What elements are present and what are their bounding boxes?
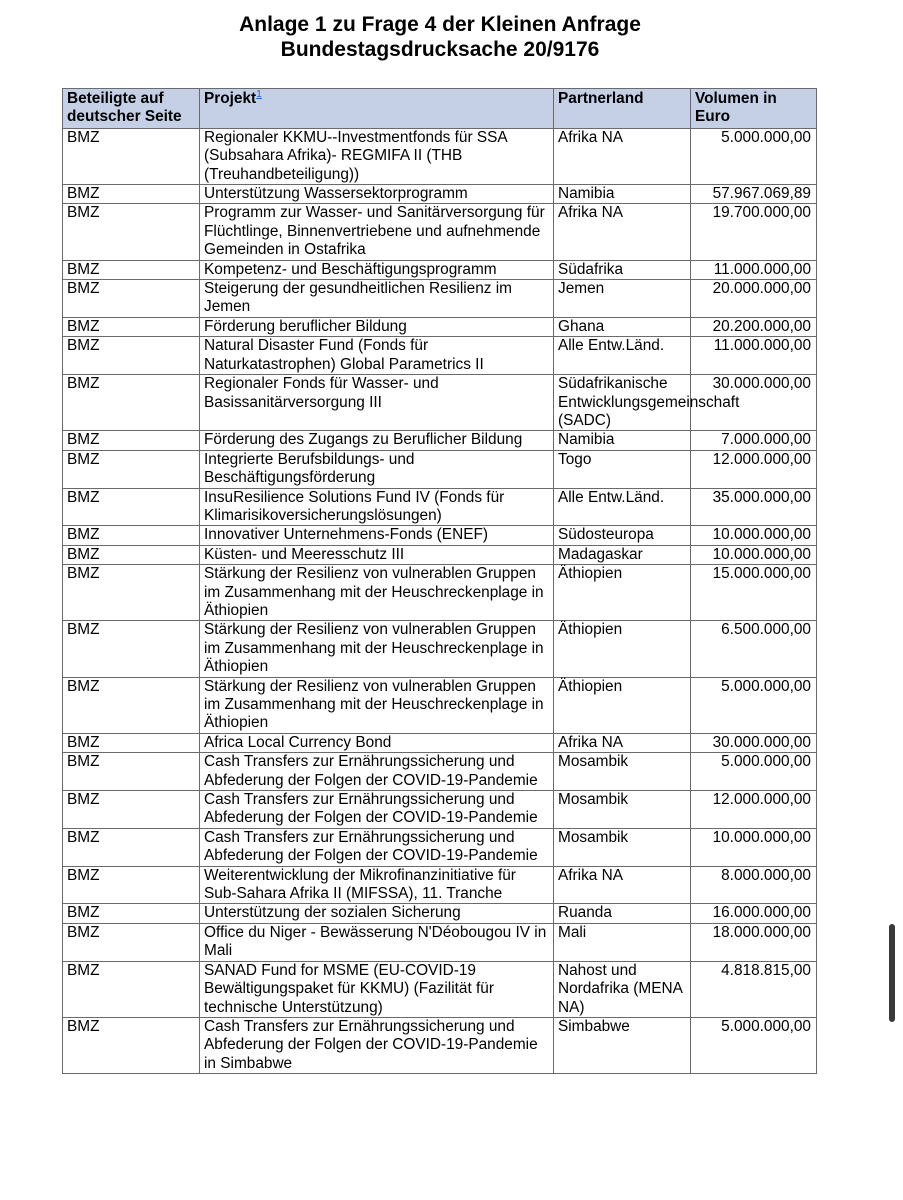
table-row xyxy=(63,431,817,450)
cell-volumen: 8.000.000,00 xyxy=(691,866,817,904)
cell-partnerland: Ruanda xyxy=(554,904,691,923)
cell-beteiligte: BMZ xyxy=(63,317,200,336)
cell-partnerland: Mali xyxy=(554,923,691,961)
cell-partnerland: Südafrika xyxy=(554,260,691,279)
cell-beteiligte: BMZ xyxy=(63,260,200,279)
table-row xyxy=(63,317,817,336)
cell-partnerland: Mosambik xyxy=(554,791,691,829)
cell-beteiligte: BMZ xyxy=(63,904,200,923)
header-projekt xyxy=(200,89,554,129)
cell-projekt: Stärkung der Resilienz von vulnerablen Gruppen im Zusammenhang mit der Heuschreckenplage in Äthiopien xyxy=(200,677,554,733)
table-row xyxy=(63,185,817,204)
table-row xyxy=(63,337,817,375)
cell-partnerland: Mosambik xyxy=(554,828,691,866)
cell-projekt: Innovativer Unternehmens-Fonds (ENEF) xyxy=(200,526,554,545)
table-row xyxy=(63,526,817,545)
scrollbar-thumb[interactable] xyxy=(889,924,895,1022)
table-header-row xyxy=(63,89,817,129)
cell-projekt: Cash Transfers zur Ernährungssicherung und Abfederung der Folgen der COVID-19-Pandemie xyxy=(200,828,554,866)
cell-partnerland: Südafrikanische Entwicklungsgemeinschaft (SADC) xyxy=(554,375,691,431)
cell-projekt: Küsten- und Meeresschutz III xyxy=(200,545,554,564)
cell-beteiligte: BMZ xyxy=(63,961,200,1017)
cell-beteiligte: BMZ xyxy=(63,866,200,904)
footnote-link[interactable]: 1 xyxy=(256,88,262,100)
cell-volumen: 16.000.000,00 xyxy=(691,904,817,923)
cell-volumen: 10.000.000,00 xyxy=(691,828,817,866)
cell-partnerland: Afrika NA xyxy=(554,866,691,904)
table-row xyxy=(63,828,817,866)
table-row xyxy=(63,904,817,923)
cell-volumen: 5.000.000,00 xyxy=(691,753,817,791)
cell-partnerland: Simbabwe xyxy=(554,1017,691,1073)
cell-partnerland: Jemen xyxy=(554,280,691,318)
cell-partnerland: Togo xyxy=(554,450,691,488)
title-line-2: Bundestagsdrucksache 20/9176 xyxy=(280,38,600,61)
cell-beteiligte: BMZ xyxy=(63,450,200,488)
cell-projekt: Natural Disaster Fund (Fonds für Naturkatastrophen) Global Parametrics II xyxy=(200,337,554,375)
cell-partnerland: Afrika NA xyxy=(554,128,691,184)
cell-volumen: 11.000.000,00 xyxy=(691,260,817,279)
cell-volumen: 30.000.000,00 xyxy=(691,733,817,752)
cell-partnerland: Alle Entw.Länd. xyxy=(554,488,691,526)
table-row xyxy=(63,260,817,279)
table-row xyxy=(63,866,817,904)
cell-volumen: 5.000.000,00 xyxy=(691,677,817,733)
cell-beteiligte: BMZ xyxy=(63,375,200,431)
cell-partnerland: Äthiopien xyxy=(554,677,691,733)
cell-volumen: 35.000.000,00 xyxy=(691,488,817,526)
cell-beteiligte: BMZ xyxy=(63,1017,200,1073)
cell-volumen: 15.000.000,00 xyxy=(691,565,817,621)
cell-volumen: 7.000.000,00 xyxy=(691,431,817,450)
table-row xyxy=(63,753,817,791)
cell-volumen: 12.000.000,00 xyxy=(691,791,817,829)
table-row xyxy=(63,280,817,318)
cell-partnerland: Südosteuropa xyxy=(554,526,691,545)
table-row xyxy=(63,450,817,488)
cell-beteiligte: BMZ xyxy=(63,526,200,545)
table-row xyxy=(63,621,817,677)
header-projekt-label: Projekt xyxy=(204,90,257,107)
cell-volumen: 30.000.000,00 xyxy=(691,375,817,431)
table-row xyxy=(63,204,817,260)
cell-partnerland: Mosambik xyxy=(554,753,691,791)
cell-beteiligte: BMZ xyxy=(63,733,200,752)
cell-projekt: Steigerung der gesundheitlichen Resilienz im Jemen xyxy=(200,280,554,318)
cell-beteiligte: BMZ xyxy=(63,185,200,204)
cell-volumen: 19.700.000,00 xyxy=(691,204,817,260)
cell-partnerland: Namibia xyxy=(554,185,691,204)
cell-volumen: 4.818.815,00 xyxy=(691,961,817,1017)
cell-beteiligte: BMZ xyxy=(63,923,200,961)
cell-projekt: InsuResilience Solutions Fund IV (Fonds für Klimarisikoversicherungslösungen) xyxy=(200,488,554,526)
projects-table xyxy=(62,88,817,1074)
cell-beteiligte: BMZ xyxy=(63,337,200,375)
cell-volumen: 10.000.000,00 xyxy=(691,526,817,545)
table-row xyxy=(63,545,817,564)
cell-volumen: 57.967.069,89 xyxy=(691,185,817,204)
cell-volumen: 20.000.000,00 xyxy=(691,280,817,318)
cell-projekt: SANAD Fund for MSME (EU-COVID-19 Bewältigungspaket für KKMU) (Fazilität für technische Unterstützung) xyxy=(200,961,554,1017)
cell-beteiligte: BMZ xyxy=(63,280,200,318)
cell-beteiligte: BMZ xyxy=(63,545,200,564)
table-row xyxy=(63,791,817,829)
cell-projekt: Förderung beruflicher Bildung xyxy=(200,317,554,336)
cell-projekt: Cash Transfers zur Ernährungssicherung und Abfederung der Folgen der COVID-19-Pandemie xyxy=(200,791,554,829)
cell-beteiligte: BMZ xyxy=(63,791,200,829)
cell-projekt: Regionaler KKMU--Investmentfonds für SSA (Subsahara Afrika)- REGMIFA II (THB (Treuhandbeteiligung)) xyxy=(200,128,554,184)
cell-beteiligte: BMZ xyxy=(63,204,200,260)
cell-beteiligte: BMZ xyxy=(63,488,200,526)
cell-volumen: 10.000.000,00 xyxy=(691,545,817,564)
table-row xyxy=(63,1017,817,1073)
cell-partnerland: Afrika NA xyxy=(554,204,691,260)
table-row xyxy=(63,961,817,1017)
cell-volumen: 20.200.000,00 xyxy=(691,317,817,336)
cell-beteiligte: BMZ xyxy=(63,431,200,450)
cell-volumen: 12.000.000,00 xyxy=(691,450,817,488)
cell-projekt: Integrierte Berufsbildungs- und Beschäftigungsförderung xyxy=(200,450,554,488)
cell-projekt: Regionaler Fonds für Wasser- und Basissanitärversorgung III xyxy=(200,375,554,431)
cell-volumen: 11.000.000,00 xyxy=(691,337,817,375)
cell-volumen: 6.500.000,00 xyxy=(691,621,817,677)
cell-partnerland: Ghana xyxy=(554,317,691,336)
table-row xyxy=(63,733,817,752)
cell-beteiligte: BMZ xyxy=(63,677,200,733)
table-row xyxy=(63,128,817,184)
cell-beteiligte: BMZ xyxy=(63,753,200,791)
header-volumen: Volumen in Euro xyxy=(691,89,817,129)
page-title xyxy=(0,12,880,62)
table-row xyxy=(63,677,817,733)
cell-projekt: Förderung des Zugangs zu Beruflicher Bildung xyxy=(200,431,554,450)
header-beteiligte: Beteiligte auf deutscher Seite xyxy=(63,89,200,129)
cell-projekt: Programm zur Wasser- und Sanitärversorgung für Flüchtlinge, Binnenvertriebene und aufnehmende Gemeinden in Ostafrika xyxy=(200,204,554,260)
cell-beteiligte: BMZ xyxy=(63,128,200,184)
cell-partnerland: Afrika NA xyxy=(554,733,691,752)
cell-projekt: Cash Transfers zur Ernährungssicherung und Abfederung der Folgen der COVID-19-Pandemie in Simbabwe xyxy=(200,1017,554,1073)
table-row xyxy=(63,488,817,526)
cell-projekt: Stärkung der Resilienz von vulnerablen Gruppen im Zusammenhang mit der Heuschreckenplage in Äthiopien xyxy=(200,565,554,621)
header-partnerland: Partnerland xyxy=(554,89,691,129)
cell-partnerland: Äthiopien xyxy=(554,565,691,621)
table-row xyxy=(63,375,817,431)
cell-beteiligte: BMZ xyxy=(63,621,200,677)
cell-beteiligte: BMZ xyxy=(63,565,200,621)
cell-projekt: Unterstützung der sozialen Sicherung xyxy=(200,904,554,923)
table-row xyxy=(63,565,817,621)
cell-projekt: Kompetenz- und Beschäftigungsprogramm xyxy=(200,260,554,279)
cell-partnerland: Nahost und Nordafrika (MENA NA) xyxy=(554,961,691,1017)
table-row xyxy=(63,923,817,961)
cell-volumen: 18.000.000,00 xyxy=(691,923,817,961)
cell-projekt: Office du Niger - Bewässerung N'Déobougou IV in Mali xyxy=(200,923,554,961)
cell-partnerland: Alle Entw.Länd. xyxy=(554,337,691,375)
cell-volumen: 5.000.000,00 xyxy=(691,128,817,184)
cell-volumen: 5.000.000,00 xyxy=(691,1017,817,1073)
cell-partnerland: Namibia xyxy=(554,431,691,450)
cell-beteiligte: BMZ xyxy=(63,828,200,866)
cell-projekt: Africa Local Currency Bond xyxy=(200,733,554,752)
cell-partnerland: Madagaskar xyxy=(554,545,691,564)
cell-projekt: Cash Transfers zur Ernährungssicherung und Abfederung der Folgen der COVID-19-Pandemie xyxy=(200,753,554,791)
cell-projekt: Weiterentwicklung der Mikrofinanzinitiative für Sub-Sahara Afrika II (MIFSSA), 11. Tranche xyxy=(200,866,554,904)
cell-projekt: Unterstützung Wassersektorprogramm xyxy=(200,185,554,204)
cell-projekt: Stärkung der Resilienz von vulnerablen Gruppen im Zusammenhang mit der Heuschreckenplage in Äthiopien xyxy=(200,621,554,677)
title-line-1: Anlage 1 zu Frage 4 der Kleinen Anfrage xyxy=(239,13,641,36)
cell-partnerland: Äthiopien xyxy=(554,621,691,677)
